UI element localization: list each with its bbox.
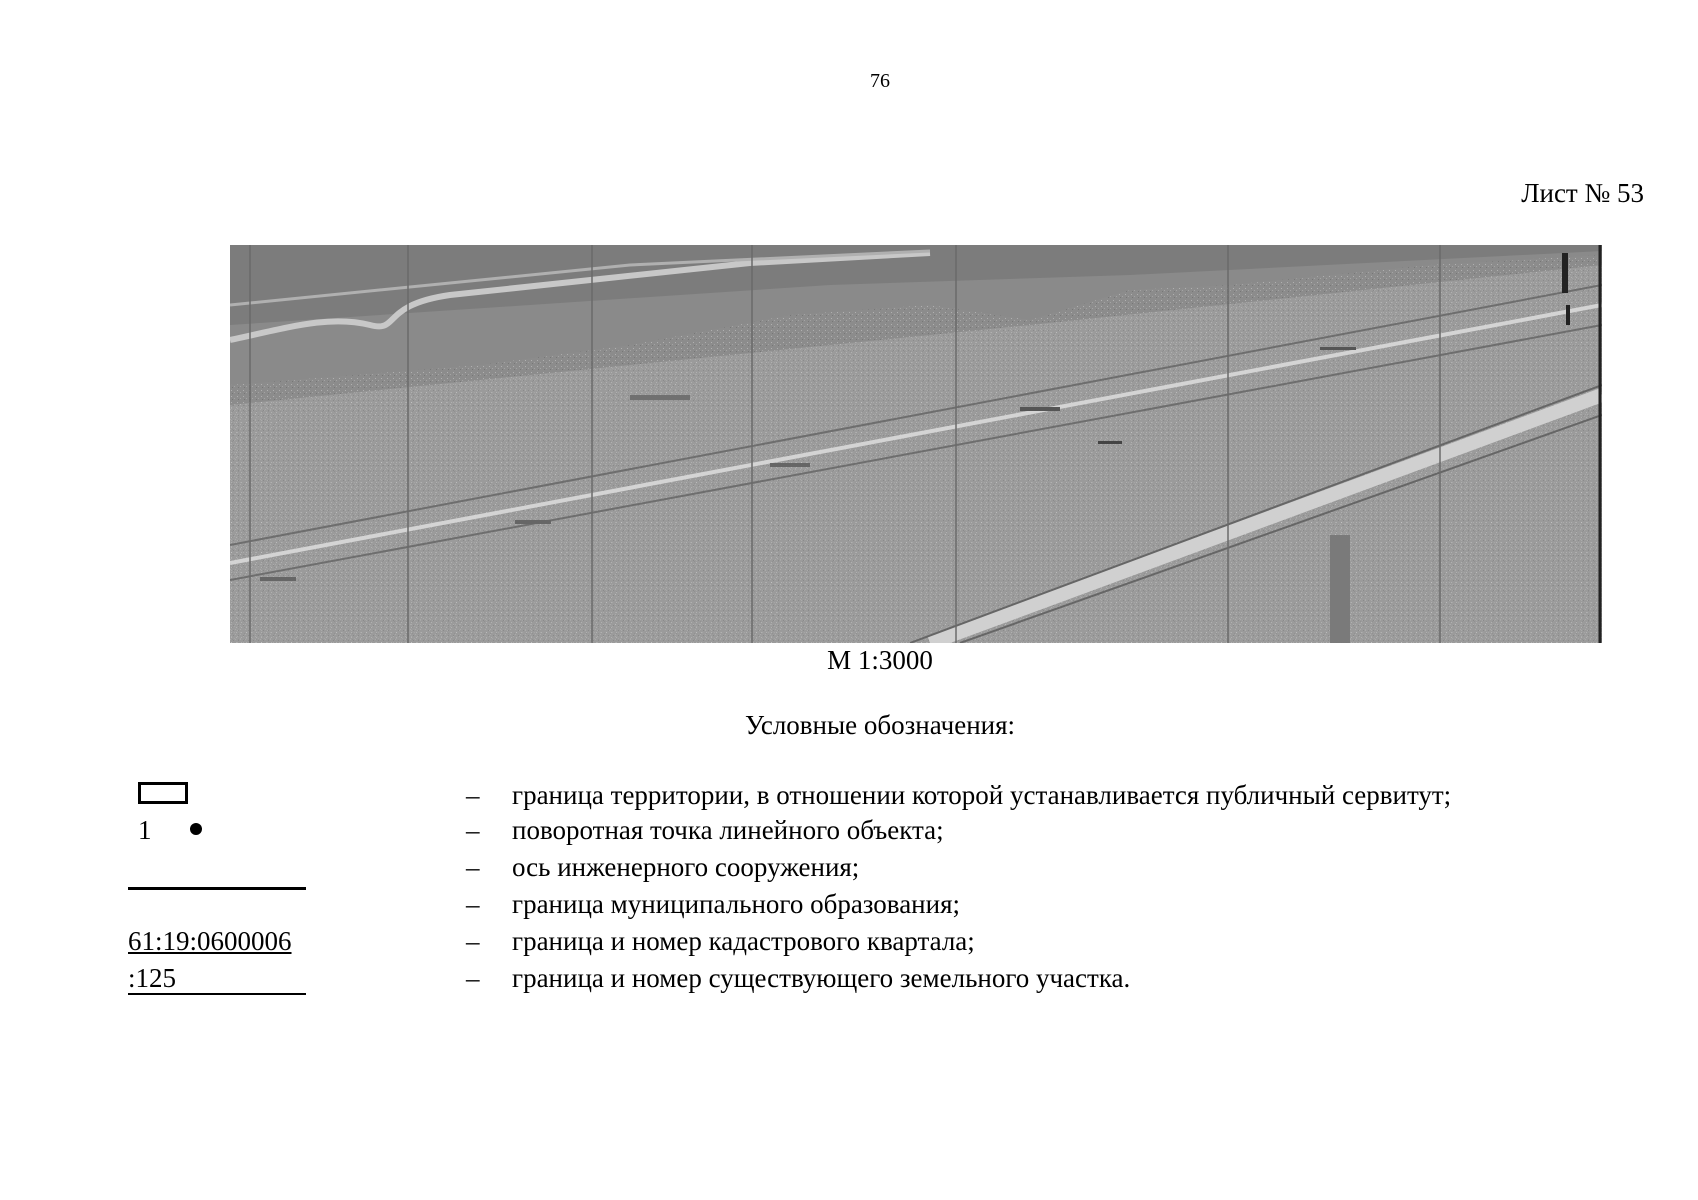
map-label-mark xyxy=(1098,441,1122,444)
legend-symbol-rectangle xyxy=(128,780,308,816)
legend-symbol-land-plot xyxy=(128,963,308,999)
legend-dash: – xyxy=(466,963,480,993)
legend-text: граница территории, в отношении которой устанавливается публичный сервитут; xyxy=(512,780,1452,810)
legend-text: граница муниципального образования; xyxy=(512,889,961,919)
legend-symbol-cadastral-quarter xyxy=(128,926,308,962)
legend-text: ось инженерного сооружения; xyxy=(512,852,860,882)
point-number: 1 xyxy=(138,815,152,845)
map-label-mark xyxy=(630,395,690,400)
legend-row xyxy=(0,926,1698,962)
legend-symbol-thick-line xyxy=(128,889,308,925)
map-label-mark xyxy=(1020,407,1060,411)
map-label-mark xyxy=(770,463,810,467)
legend-row xyxy=(0,889,1698,925)
legend-row xyxy=(0,780,1698,816)
legend-dash: – xyxy=(466,926,480,956)
legend-dash: – xyxy=(466,815,480,845)
legend-dash: – xyxy=(466,889,480,919)
cadastral-quarter-code: 61:19:0600006 xyxy=(128,926,292,956)
thick-line-icon xyxy=(128,887,306,890)
legend-title: Условные обозначения: xyxy=(744,710,1016,740)
map-drawing xyxy=(230,245,1602,643)
legend-text: поворотная точка линейного объекта; xyxy=(512,815,944,845)
point-dot-icon xyxy=(190,823,202,835)
legend-dash: – xyxy=(466,780,480,810)
land-plot-code: :125 xyxy=(128,963,306,995)
page-number: 76 xyxy=(870,70,890,92)
legend-row xyxy=(0,815,1698,851)
map-scale: М 1:3000 xyxy=(827,645,933,675)
legend-symbol-point xyxy=(128,815,308,851)
map-label-mark xyxy=(515,520,551,524)
legend-dash: – xyxy=(466,852,480,882)
map-label-mark xyxy=(1566,305,1570,325)
map-feature xyxy=(1330,535,1350,643)
map-label-mark xyxy=(1320,347,1356,350)
legend-row xyxy=(0,852,1698,888)
legend-row xyxy=(0,963,1698,999)
legend-text: граница и номер кадастрового квартала; xyxy=(512,926,975,956)
map-label-mark xyxy=(1562,253,1568,293)
rectangle-outline-icon xyxy=(138,782,188,804)
aerial-map xyxy=(230,245,1602,643)
legend-text: граница и номер существующего земельного участка. xyxy=(512,963,1131,993)
legend-symbol-empty xyxy=(128,852,308,888)
sheet-label: Лист № 53 xyxy=(1521,178,1644,208)
map-label-mark xyxy=(260,577,296,581)
